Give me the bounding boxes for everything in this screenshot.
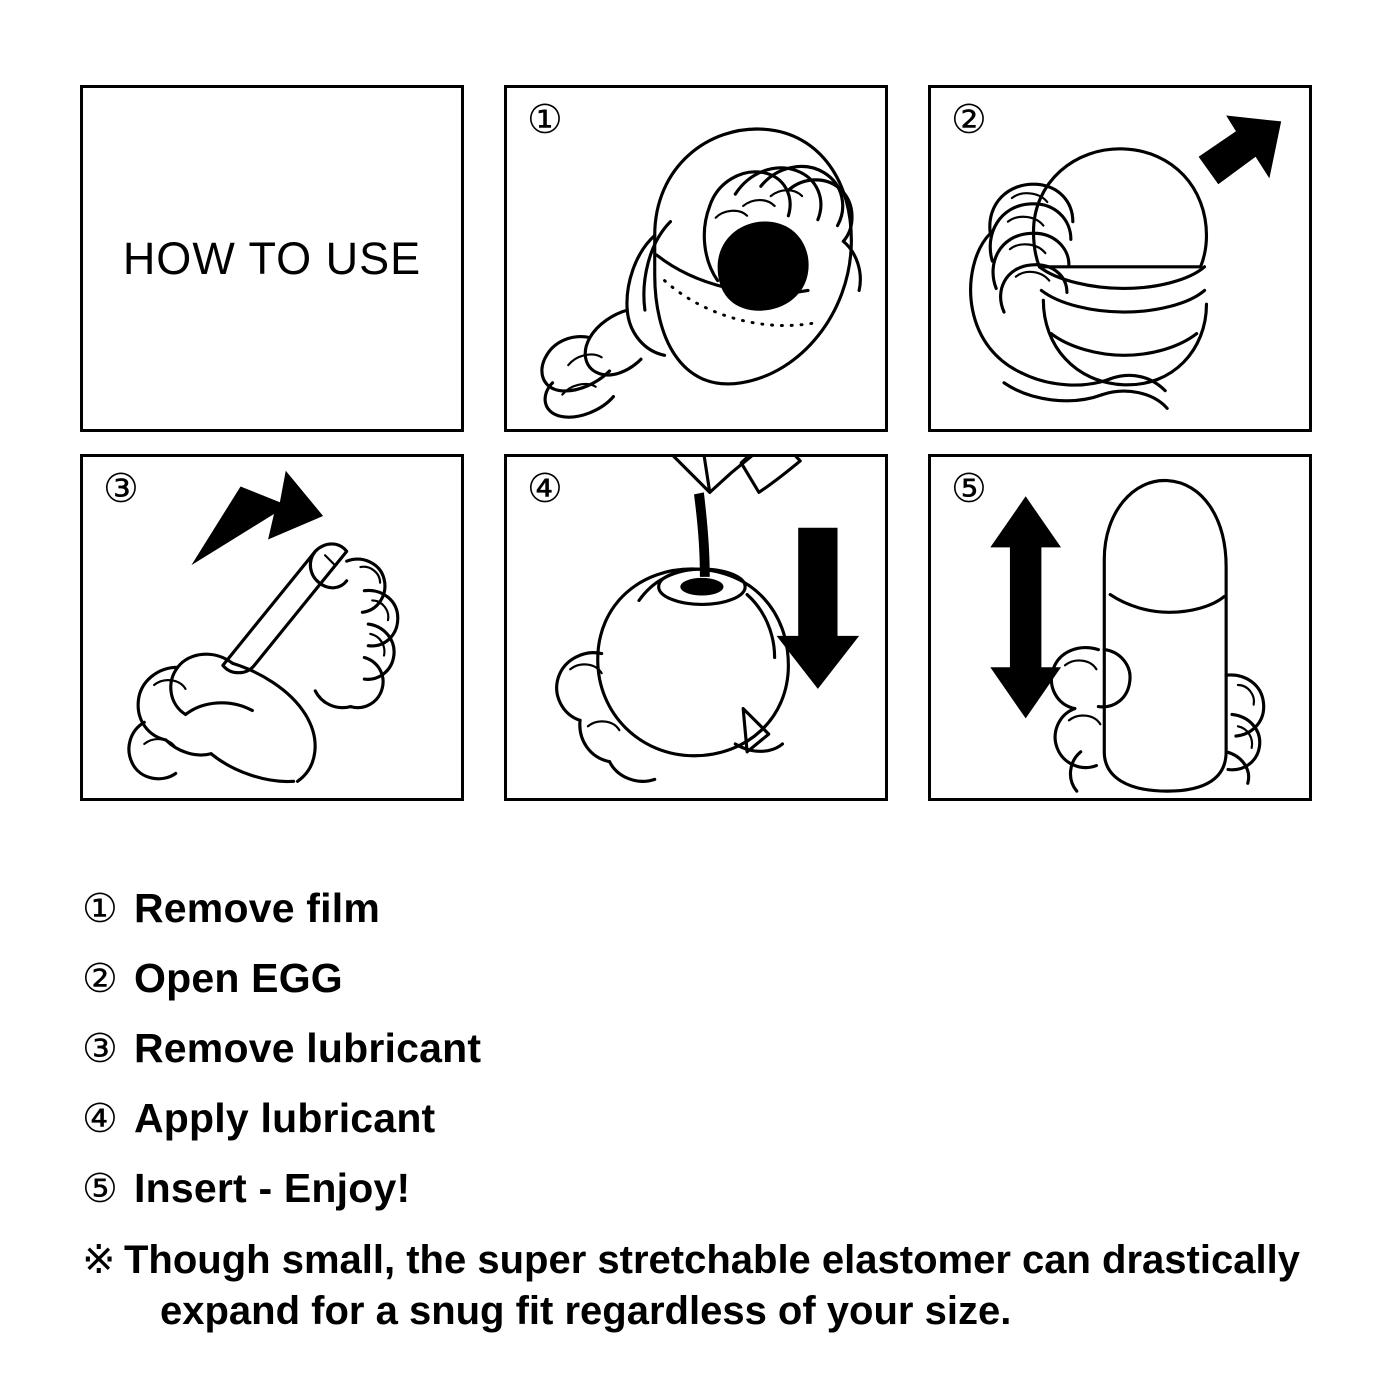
step-2-illustration — [928, 85, 1312, 432]
list-item — [82, 885, 1332, 932]
footnote-text — [124, 1235, 1332, 1337]
caption-text-4: Apply lubricant — [134, 1095, 436, 1141]
footnote-marker: ※ — [82, 1238, 116, 1282]
caption-marker-5: ⑤ — [82, 1167, 119, 1211]
how-to-use-title-panel — [80, 85, 464, 432]
footnote-line-2: expand for a snug fit regardless of your size. — [160, 1289, 1012, 1334]
caption-text-2: Open EGG — [134, 955, 343, 1001]
caption-marker-2: ② — [82, 957, 119, 1001]
pouring-lubricant-into-egg-downward-arrow-icon — [507, 457, 885, 798]
caption-marker-1: ① — [82, 887, 119, 931]
step-3-illustration — [80, 454, 464, 801]
list-item — [82, 1095, 1332, 1142]
step-marker-4: ④ — [527, 467, 563, 511]
caption-text-5: Insert - Enjoy! — [134, 1165, 411, 1211]
step-caption-list — [82, 885, 1332, 1337]
hand-holding-egg-up-down-arrow-icon — [931, 457, 1309, 798]
caption-marker-3: ③ — [82, 1027, 119, 1071]
hand-peeling-film-from-egg-icon — [507, 88, 885, 429]
step-marker-5: ⑤ — [951, 467, 987, 511]
hand-opening-egg-shell-upward-arrow-icon — [931, 88, 1309, 429]
caption-text-3: Remove lubricant — [134, 1025, 482, 1071]
list-item — [82, 1165, 1332, 1212]
step-4-illustration — [504, 454, 888, 801]
step-1-illustration — [504, 85, 888, 432]
footnote — [82, 1235, 1332, 1337]
list-item — [82, 1025, 1332, 1072]
step-marker-3: ③ — [103, 467, 139, 511]
illustration-panel-grid — [80, 85, 1312, 801]
page-title: HOW TO USE — [122, 232, 422, 284]
step-5-illustration — [928, 454, 1312, 801]
step-marker-2: ② — [951, 98, 987, 142]
step-marker-1: ① — [527, 98, 563, 142]
list-item — [82, 955, 1332, 1002]
hand-removing-lubricant-packet-upward-arrow-icon — [83, 457, 461, 798]
caption-text-1: Remove film — [134, 885, 380, 931]
footnote-line-1: Though small, the super stretchable elastomer can drastically — [124, 1238, 1300, 1282]
caption-marker-4: ④ — [82, 1097, 119, 1141]
